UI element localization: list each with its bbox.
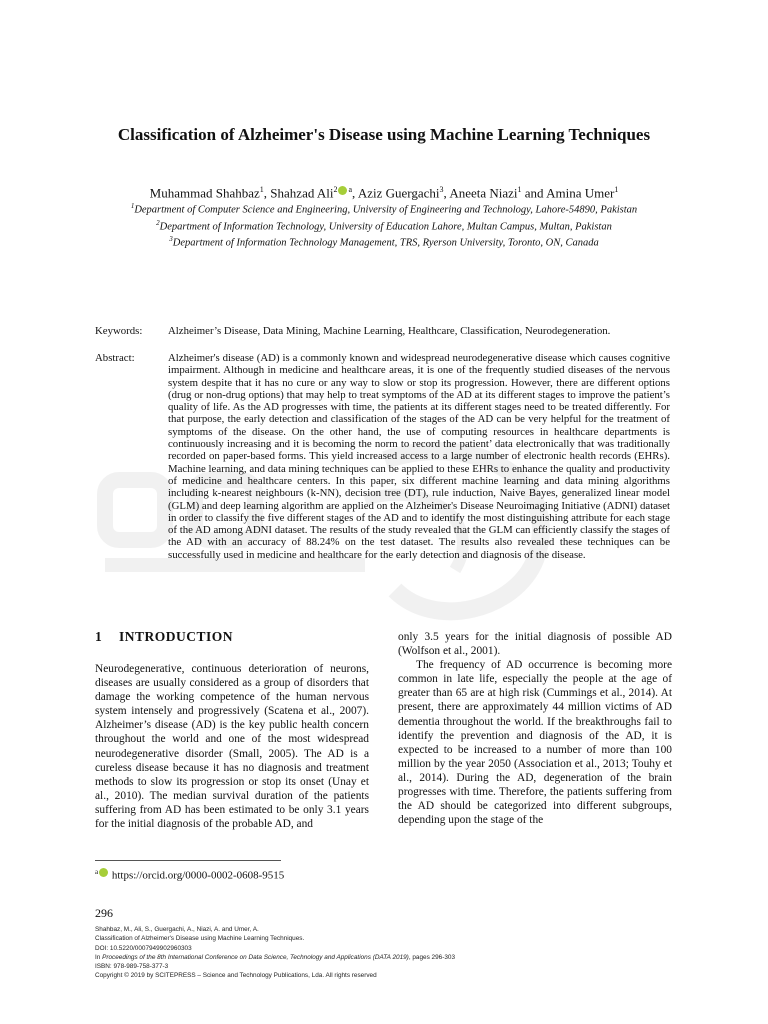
author-name: , Shahzad Ali — [263, 185, 334, 201]
body-paragraph: The frequency of AD occurrence is becoming more common in late life, especially the people at the age of greater than 65 are at high risk (Cummings et al., 2014). At present, there are approximately 44 million victims of AD dementia throughout the world. If the breakthroughs fail to identify the prevention and diagnosis of the AD, it is expected to be increased to a number of more than 100 million by the year 2050 (Association et al., 2013; Touhy et al., 2014). During the AD, degeneration of the brain progresses with time. Therefore, the patients suffering from the AD should be categorized into different subgroups, depending upon the stage of the — [398, 659, 672, 827]
author-affiliation-mark: 1 — [259, 185, 264, 194]
left-column — [95, 628, 369, 831]
author-affiliation-mark: 2 — [333, 185, 338, 194]
affiliation-line: $^2$Department of Information Technology, University of Education Lahore, Multan Campus, Multan, Pakistan — [156, 218, 612, 232]
footnote — [95, 866, 284, 883]
affiliation-line: $^3$Department of Information Technology Management, TRS, Ryerson University, Toronto, ON, Canada — [169, 235, 599, 249]
body-paragraph: only 3.5 years for the initial diagnosis of possible AD (Wolfson et al., 2001). — [398, 631, 672, 658]
author-affiliation-mark: 3 — [439, 185, 444, 194]
orcid-link[interactable]: https://orcid.org/0000-0002-0608-9515 — [111, 869, 285, 882]
section-number: 1 — [95, 629, 103, 644]
author-affiliation-mark: 1 — [517, 185, 522, 194]
author-name: , Aneeta Niazi — [443, 185, 518, 201]
body-paragraph: Neurodegenerative, continuous deterioration of neurons, diseases are usually considered as a group of disorders that damage the working competence of the human nervous system intensely and progressively (Scatena et al., 2007). Alzheimer’s disease (AD) is the key public health concern throughout the world and one of the most widespread neurodegenerative disorder (Small, 2005). The AD is a cureless disease because it has no diagnosis and treatment methods to slow its progression or stop its onset (Unay et al., 2010). The median survival duration of the patients suffering from AD has been estimated to be only 3.1 years for the initial diagnosis of the probable AD, and — [95, 663, 369, 831]
citation-line: Classification of Alzheimer's Disease using Machine Learning Techniques. — [95, 935, 305, 943]
keywords-label: Keywords: — [95, 325, 143, 337]
page-number: 296 — [95, 906, 113, 920]
author-note-mark: a — [348, 185, 353, 194]
author-name: and Amina Umer — [521, 185, 615, 201]
citation-line: Shahbaz, M., Ali, S., Guergachi, A., Niazi, A. and Umer, A. — [95, 926, 259, 933]
section-heading — [95, 628, 369, 646]
footnote-mark: a — [95, 868, 99, 876]
affiliation-list — [60, 200, 708, 250]
citation-line: In Proceedings of the 8th International Conference on Data Science, Technology and Applications (DATA 2019), pages 296-303 — [95, 953, 456, 961]
affiliation-line: $^1$Department of Computer Science and Engineering, University of Engineering and Technology, Lahore-54890, Pakistan — [130, 202, 638, 216]
abstract-label: Abstract: — [95, 352, 135, 364]
orcid-icon — [99, 868, 108, 877]
section-title: INTRODUCTION — [119, 629, 234, 644]
keywords-text: Alzheimer’s Disease, Data Mining, Machine Learning, Healthcare, Classification, Neurodegeneration. — [168, 325, 611, 337]
citation-block — [95, 925, 655, 981]
author-name: , Aziz Guergachi — [352, 185, 440, 201]
citation-line: Copyright © 2019 by SCITEPRESS – Science and Technology Publications, Lda. All rights reserved — [95, 972, 377, 980]
footnote-divider — [95, 860, 281, 861]
author-affiliation-mark: 1 — [614, 185, 619, 194]
abstract-text: Alzheimer's disease (AD) is a commonly known and widespread neurodegenerative disease which causes cognitive impairment. Although in medicine and healthcare areas, it is one of the frequently studied diseases of the nervous system despite that it has no cure or any way to slow or stop its progression. However, there are different options (drug or non-drug options) that may help to treat symptoms of the AD at its different stages to improve the patient’s quality of life. As the AD progresses with time, the patients at its different stages need to be treated differently. For that purpose, the early detection and classification of the stages of the AD can be very helpful for the treatment of symptoms of the disease. On the other hand, the use of computing resources in healthcare departments is continuously increasing and it is becoming the norm to record the patient’ data electronically that was traditionally recorded on paper-based forms. This yield increased access to a large number of electronic health records (EHRs). Machine learning, and data mining techniques can be applied to these EHRs to enhance the quality and productivity of medicine and healthcare centers. In this paper, six different machine learning and data mining algorithms including k-nearest neighbours (k-NN), decision tree (DT), rule induction, Naive Bayes, generalized linear model (GLM) and deep learning algorithm are applied on the Alzheimer's Disease Neuroimaging Initiative (ADNI) dataset in order to classify the five different stages of the AD and to identify the most distinguishing attribute for each stage of the AD among ADNI dataset. The results of the study revealed that the GLM can efficiently classify the stages of the AD with an accuracy of 88.24% on the test dataset. The results also revealed these techniques can be successfully used in medicine and healthcare for the early detection and diagnosis of the disease. — [168, 352, 670, 561]
author-list — [60, 182, 708, 201]
paper-title: Classification of Alzheimer's Disease using Machine Learning Techniques — [117, 125, 651, 145]
citation-line: ISBN: 978-989-758-377-3 — [95, 963, 169, 971]
citation-doi[interactable]: DOI: 10.5220/0007949902960303 — [95, 944, 192, 952]
right-column — [398, 630, 672, 827]
author-name: Muhammad Shahbaz — [149, 185, 260, 201]
orcid-icon[interactable] — [338, 186, 347, 195]
